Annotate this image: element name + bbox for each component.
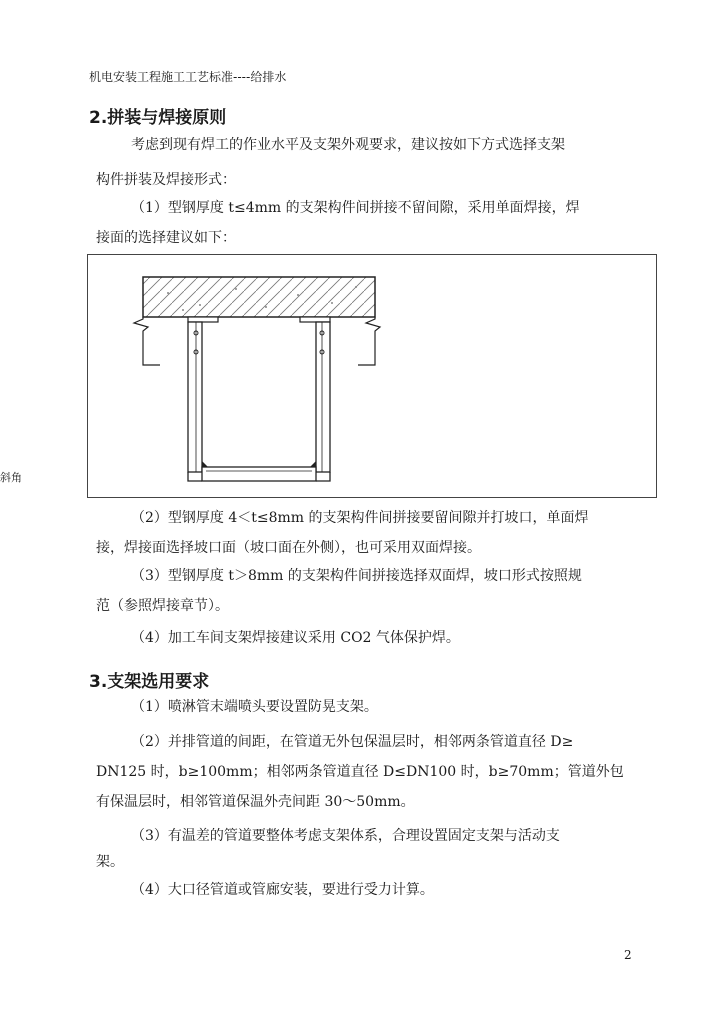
section-3-item2-line2: DN125 时，b≥100mm；相邻两条管道直径 D≤DN100 时，b≥70mm；管道外包	[96, 764, 624, 780]
section-3-item3-line2: 架。	[96, 854, 124, 870]
right-weld-fillet	[310, 461, 316, 467]
right-channel-member	[316, 322, 330, 472]
right-break-line	[358, 317, 380, 365]
section-3-item2-line3: 有保温层时，相邻管道保温外壳间距 30～50mm。	[96, 794, 415, 810]
section-3-item4: （4）大口径管道或管廊安装，要进行受力计算。	[131, 882, 434, 898]
weld-detail-figure	[87, 254, 657, 498]
section-2-intro-line2: 构件拼装及焊接形式：	[96, 172, 236, 188]
section-2-intro-line1: 考虑到现有焊工的作业水平及支架外观要求，建议按如下方式选择支架	[131, 137, 565, 153]
section-2-item3-line1: （3）型钢厚度 t＞8mm 的支架构件间拼接选择双面焊，坡口形式按照规	[131, 568, 582, 584]
page-header: 机电安装工程施工工艺标准----给排水	[89, 70, 287, 84]
section-2-item2-line1: （2）型钢厚度 4＜t≤8mm 的支架构件间拼接要留间隙并打坡口，单面焊	[131, 510, 589, 526]
page-number: 2	[624, 948, 632, 962]
left-weld-fillet	[202, 461, 208, 467]
section-2-item1-line2: 接面的选择建议如下：	[96, 230, 236, 246]
left-break-line	[134, 317, 160, 365]
section-3-heading: 3.支架选用要求	[89, 672, 210, 692]
section-3-item1: （1）喷淋管末端喷头要设置防晃支架。	[131, 699, 378, 715]
left-base-plate	[188, 317, 218, 322]
section-2-heading: 2.拼装与焊接原则	[89, 108, 227, 128]
section-2-item3-line2: 范（参照焊接章节）。	[96, 598, 229, 614]
section-3-item2-line1: （2）并排管道的间距，在管道无外包保温层时，相邻两条管道直径 D≥	[131, 734, 574, 750]
bracket-weld-drawing	[88, 255, 656, 497]
section-3-item3-line1: （3）有温差的管道要整体考虑支架体系，合理设置固定支架与活动支	[131, 828, 560, 844]
concrete-slab	[143, 277, 375, 317]
right-base-plate	[300, 317, 330, 322]
bottom-cross-member	[202, 467, 316, 481]
section-2-item2-line2: 接，焊接面选择坡口面（坡口面在外侧），也可采用双面焊接。	[96, 540, 481, 556]
section-2-item1-line1: （1）型钢厚度 t≤4mm 的支架构件间拼接不留间隙，采用单面焊接，焊	[131, 200, 580, 216]
section-2-item4: （4）加工车间支架焊接建议采用 CO2 气体保护焊。	[131, 630, 460, 646]
margin-note: 斜角	[0, 471, 22, 484]
left-channel-member	[188, 322, 202, 472]
